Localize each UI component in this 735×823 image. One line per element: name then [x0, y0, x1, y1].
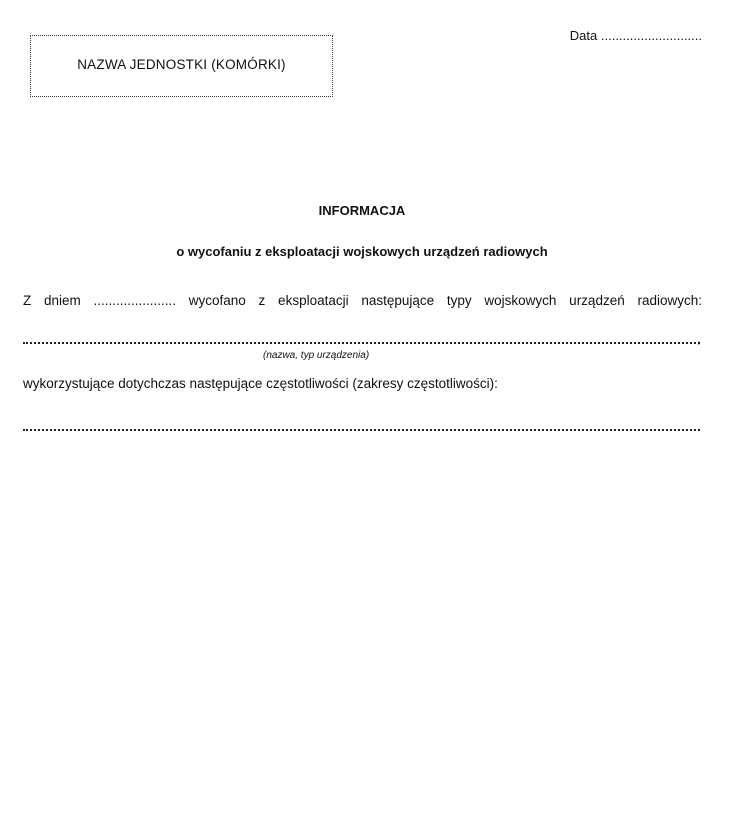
- document-subtitle: o wycofaniu z eksploatacji wojskowych urządzeń radiowych: [176, 244, 548, 259]
- device-name-caption: (nazwa, typ urządzenia): [263, 350, 370, 361]
- device-name-fill-line: [23, 342, 700, 344]
- unit-name-box: [30, 35, 333, 97]
- fill-line-comma: ,: [697, 331, 701, 346]
- date-field: Data ............................: [569, 28, 702, 43]
- frequency-fill-line: [23, 429, 700, 431]
- document-title: INFORMACJA: [318, 203, 406, 218]
- frequency-sentence: wykorzystujące dotychczas następujące częstotliwości (zakresy częstotliwości):: [23, 376, 498, 391]
- withdrawal-date-sentence: Z dniem ...................... wycofano z eksploatacji następujące typy wojskowych urządzeń radiowych:: [23, 293, 702, 308]
- unit-name-label: NAZWA JEDNOSTKI (KOMÓRKI): [77, 57, 286, 72]
